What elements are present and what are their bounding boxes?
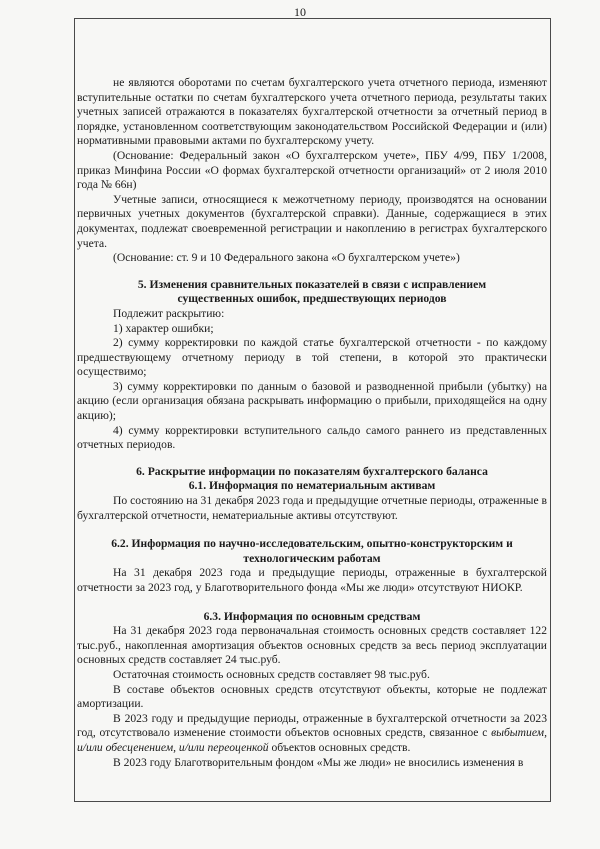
section-6-2-heading-line-1: 6.2. Информация по научно-исследовательским, опытно-конструкторским и: [111, 537, 513, 551]
section-6-2-text: На 31 декабря 2023 года и предыдущие периоды, отраженные в бухгалтерской отчетности за 2023 год, у Благотворительного фонда «Мы же люди» отсутствуют НИОКР.: [77, 566, 547, 594]
document-body: [77, 76, 547, 770]
section-6-heading: 6. Раскрытие информации по показателям бухгалтерского баланса: [136, 464, 488, 478]
section-5-heading-line-2: существенных ошибок, предшествующих периодов: [177, 292, 447, 306]
section-6-3-paragraph: В 2023 году Благотворительным фондом «Мы же люди» не вносились изменения в: [113, 755, 524, 769]
paragraph-intro-3: Учетные записи, относящиеся к межотчетному периоду, производятся на основании первичных учетных документов (бухгалтерской справки). Данные, содержащиеся в этих документах, подлежат своевременной регистрации и накоплению в регистрах бухгалтерского учета.: [77, 192, 547, 250]
section-5-heading-line-1: 5. Изменения сравнительных показателей в связи с исправлением: [137, 277, 487, 291]
paragraph-intro-1: не являются оборотами по счетам бухгалтерского учета отчетного периода, изменяют вступительные остатки по счетам бухгалтерского учета отчетного периода, результаты таких учетных записей отражаются в показателях бухгалтерской отчетности за отчетный период в порядке, установленном соответствующим законодательством Российской Федерации и (или) нормативными правовыми актами по бухгалтерскому учету.: [77, 76, 547, 148]
section-6-3-paragraph: [77, 712, 547, 756]
page-number: 10: [294, 5, 306, 19]
paragraph-basis-1: (Основание: Федеральный закон «О бухгалтерском учете», ПБУ 4/99, ПБУ 1/2008, приказ Минфина России «О формах бухгалтерской отчетности организаций» от 2 июля 2010 года № 66н): [77, 148, 547, 192]
section-6-1-text: По состоянию на 31 декабря 2023 года и предыдущие отчетные периоды, отраженные в бухгалтерской отчетности, нематериальные активы отсутствуют.: [77, 494, 547, 522]
section-5-item: 4) сумму корректировки вступительного сальдо самого раннего из представленных отчетных периодов.: [77, 423, 547, 452]
section-6-3-paragraph: Остаточная стоимость основных средств составляет 98 тыс.руб.: [113, 667, 430, 681]
section-6-3-paragraph: В составе объектов основных средств отсутствуют объекты, которые не подлежат амортизации.: [77, 682, 547, 711]
section-6-3-heading: 6.3. Информация по основным средствам: [203, 609, 421, 623]
section-6-2-heading-line-2: технологическим работам: [243, 551, 381, 565]
section-6-3-italic-text: выбытием, и/или обесценением, и/или переоценкой: [77, 726, 547, 754]
section-5-lead: Подлежит раскрытию:: [113, 306, 225, 320]
section-6-3-text: объектов основных средств.: [268, 740, 411, 754]
section-5-item: 3) сумму корректировки по данным о базовой и разводненной прибыли (убытку) на акцию (если организация обязана раскрывать информацию о прибыли, приходящейся на одну акцию);: [77, 379, 547, 423]
section-5-item: 2) сумму корректировки по каждой статье бухгалтерской отчетности - по каждому предшествующему отчетному периоду в той степени, в которой это практически осуществимо;: [77, 336, 547, 379]
section-6-3-paragraph: На 31 декабря 2023 года первоначальная стоимость основных средств составляет 122 тыс.руб., накопленная амортизация объектов основных средств за весь период эксплуатации основных средств составляет 24 тыс.руб.: [77, 624, 547, 667]
section-6-1-heading: 6.1. Информация по нематериальным активам: [188, 479, 436, 493]
section-6-3-text: В 2023 году и предыдущие периоды, отраженные в бухгалтерской отчетности за 2023 год, отсутствовало изменение стоимости объектов основных средств, связанное с: [77, 711, 547, 740]
paragraph-basis-2: (Основание: ст. 9 и 10 Федерального закона «О бухгалтерском учете»): [113, 251, 460, 265]
section-5-item: 1) характер ошибки;: [113, 321, 214, 335]
